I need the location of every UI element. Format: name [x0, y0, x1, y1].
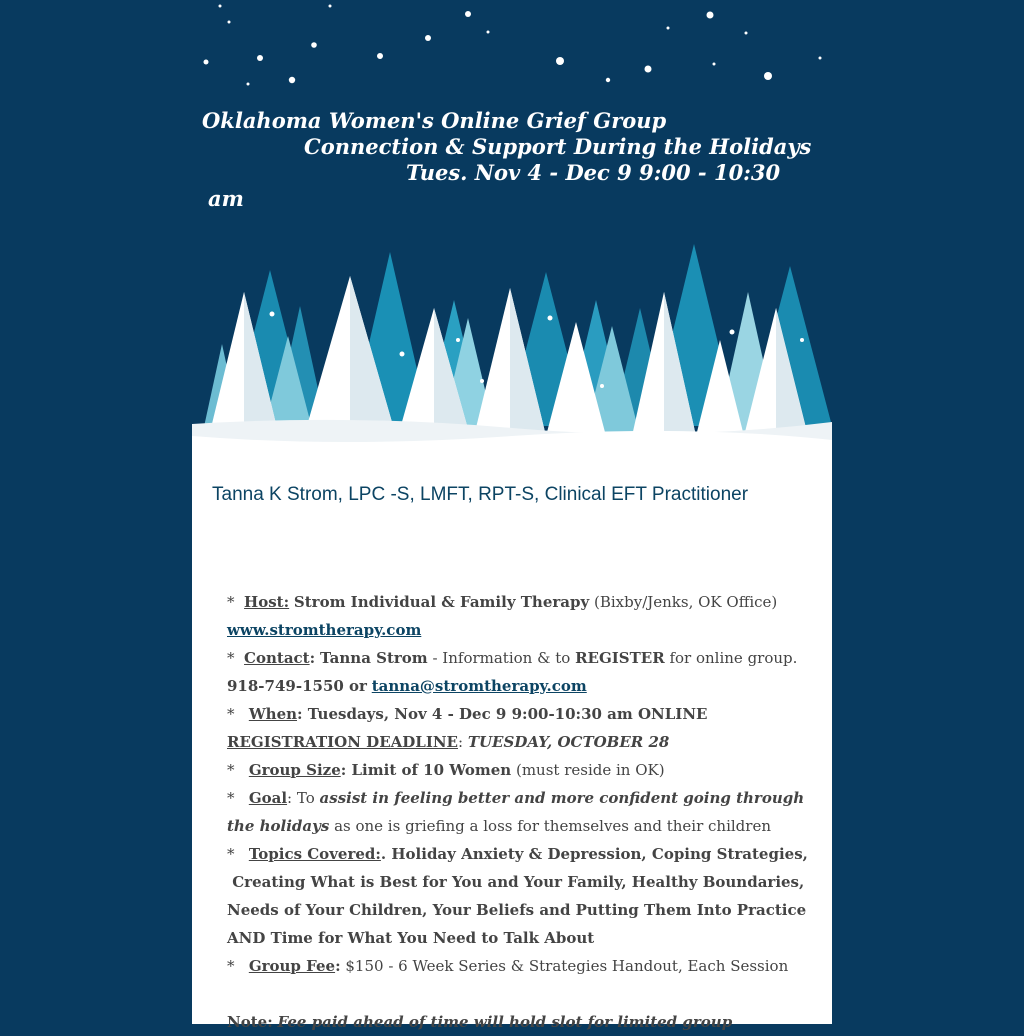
bullet: * — [227, 845, 235, 863]
note-row — [227, 1008, 807, 1036]
contact-suffix: for online group. — [669, 649, 798, 667]
content-panel — [192, 452, 832, 1031]
contact-phone: 918-749-1550 or — [227, 677, 367, 695]
fee-value: $150 - 6 Week Series & Strategies Handout, Each Session — [345, 957, 789, 975]
topics-line-3: Needs of Your Children, Your Beliefs and Putting Them Into Practice — [227, 901, 807, 919]
topics-line-1: . Holiday Anxiety & Depression, Coping Strategies, — [380, 845, 808, 863]
winter-trees-illustration — [192, 236, 832, 466]
topics-label: Topics Covered: — [248, 845, 381, 863]
contact-info: - Information & to — [432, 649, 571, 667]
goal-emphasis-1: assist in feeling better and more confident going through — [319, 789, 805, 807]
bullet: * — [227, 761, 235, 779]
note-text: Fee paid ahead of time will hold slot for limited group — [277, 1013, 733, 1031]
event-details — [227, 588, 807, 1036]
provider-credentials: Tanna K Strom, LPC -S, LMFT, RPT-S, Clinical EFT Practitioner — [212, 484, 749, 505]
website-row — [227, 616, 807, 644]
website-link[interactable]: www.stromtherapy.com — [227, 621, 422, 639]
title-line-4: am — [208, 186, 244, 211]
group-size-note: (must reside in OK) — [515, 761, 665, 779]
topics-row-3 — [227, 896, 807, 924]
host-label: Host: — [244, 593, 290, 611]
goal-label: Goal — [248, 789, 288, 807]
goal-row-2 — [227, 812, 807, 840]
bullet: * — [227, 789, 235, 807]
email-link[interactable]: tanna@stromtherapy.com — [371, 677, 587, 695]
fee-row — [227, 952, 807, 980]
deadline-row: REGISTRATION DEADLINE: TUESDAY, OCTOBER 28 — [227, 733, 670, 751]
when-row — [227, 700, 807, 728]
contact-row: * Contact: Tanna Strom - Information & to REGISTER for online group. — [227, 649, 798, 667]
host-location: (Bixby/Jenks, OK Office) — [593, 593, 778, 611]
register-text: REGISTER — [575, 649, 665, 667]
bullet: * — [227, 705, 235, 723]
topics-line-4: AND Time for What You Need to Talk About — [227, 929, 595, 947]
goal-prefix: : To — [287, 789, 315, 807]
host-row — [227, 588, 807, 616]
title-line-1: Oklahoma Women's Online Grief Group — [202, 108, 667, 133]
goal-row — [227, 784, 807, 812]
stars-decoration — [192, 0, 832, 100]
goal-emphasis-2: the holidays — [227, 817, 330, 835]
contact-label: Contact — [244, 649, 310, 667]
group-size-text: : Limit of 10 Women — [340, 761, 512, 779]
bullet: * — [227, 593, 235, 611]
host-name: Strom Individual & Family Therapy — [293, 593, 590, 611]
contact-name: Tanna Strom — [319, 649, 428, 667]
fee-colon: : — [335, 957, 341, 975]
group-size-label: Group Size — [248, 761, 341, 779]
bullet: * — [227, 957, 235, 975]
topics-row — [227, 840, 807, 868]
group-size-row — [227, 756, 807, 784]
phone-email-row — [227, 672, 807, 700]
topics-line-2: Creating What is Best for You and Your Family, Healthy Boundaries, — [227, 873, 805, 891]
topics-row-2 — [227, 868, 807, 896]
note-label: Note: — [227, 1013, 273, 1031]
deadline-value: TUESDAY, OCTOBER 28 — [467, 733, 670, 751]
bullet: * — [227, 649, 235, 667]
title-line-3: Tues. Nov 4 - Dec 9 9:00 - 10:30 — [406, 160, 781, 185]
goal-suffix: as one is griefing a loss for themselves and their children — [334, 817, 771, 835]
when-text: : Tuesdays, Nov 4 - Dec 9 9:00-10:30 am ONLINE — [297, 705, 708, 723]
fee-label: Group Fee — [248, 957, 336, 975]
deadline-label: REGISTRATION DEADLINE — [227, 733, 458, 751]
when-label: When — [248, 705, 298, 723]
title-line-2: Connection & Support During the Holidays — [304, 134, 812, 159]
topics-row-4 — [227, 924, 807, 952]
